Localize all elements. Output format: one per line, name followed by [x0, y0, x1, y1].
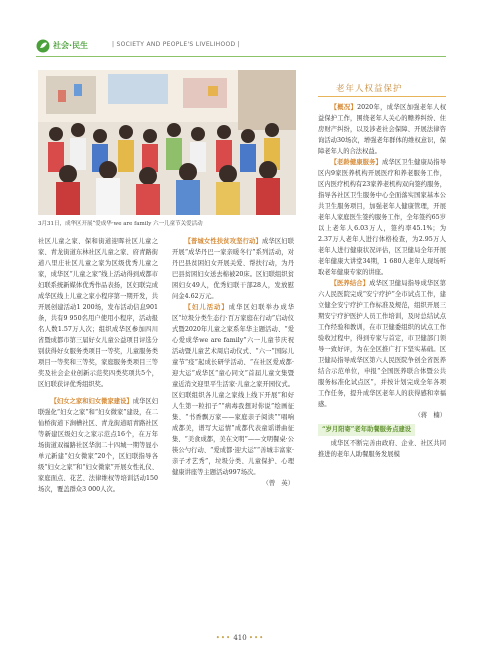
- event-photo: [38, 70, 296, 215]
- author-signature: （蒋 楠）: [414, 412, 446, 419]
- page-footer: [0, 634, 480, 642]
- heading-women-homes: 【妇女之家和妇女微家建设】: [50, 398, 133, 405]
- heading-health-service: 【老龄健康服务】: [330, 159, 382, 166]
- heading-activities: 【妇儿活动】: [184, 304, 229, 311]
- section-title: 社会·民生: [53, 41, 89, 50]
- header-rule: [36, 56, 446, 57]
- column-left: [38, 236, 158, 495]
- page-number: 410: [233, 634, 247, 642]
- paragraph-health-service: 【老龄健康服务】成华区卫生健康局指导区内9家医养机构开展医疗和养老服务工作，区内医疗机构有23家养老机构双向签约服务，指导各社区卫生服务中心全面落实国家基本公共卫生服务项目，加强老年人健康管理，开展老年人家庭医生签约服务工作，全年签约65岁以上老年人6.03万人，签约率45.1%；为2.37万人老年人进行体格检查，为2.95万人老年人进行健康状况评估，区卫健局全年开展老年健康大讲堂34期，1 680人老年人现场听取老年健康专家的讲座。: [318, 159, 447, 276]
- heading-overview: 【概况】: [330, 104, 358, 111]
- title-rule: [318, 96, 446, 97]
- footer-dots-left: •••: [215, 634, 232, 642]
- paragraph-poverty-action: 【普城女性扶贫攻坚行动】成华区妇联开展“成华丹巴一家亲暖冬行”系列活动，对丹巴县贫困妇女开展关爱、帮扶行动，为丹巴县贫困妇女送去棉被20床。区妇联组织贫困妇女49人，优秀妇联干部28人，发放慰问金4.62万元。: [172, 238, 295, 300]
- paragraph-medical-care: 【医养结合】成华区卫健局指导成华区第六人民医院完成“安宁疗护”全市试点工作，建立健全安宁疗护工作标准及规范，组织开展三期安宁疗护医护人员工作培训，及时总结试点工作经验和教训，在市卫健委组织的试点工作验收过程中，得到专家与首定，市卫健部门领导一致好评，为在全区推广打下坚实基础。区卫健局指导成华区第六人民医院争创全省医养结合示范单位，申报“全国医养联合体暨公共服务标准化试点区”，并按计划完成全年各项工作任务，提升成华区老年人的获得感和幸福感。: [318, 280, 447, 408]
- elderly-rights-title: 老年人权益保护: [336, 84, 403, 94]
- column-right: [318, 102, 446, 460]
- photo-caption: 3月31日，成华区开展“爱成华·we are family 六一儿童节关爱活动: [38, 221, 203, 227]
- column-middle: [172, 236, 294, 489]
- heading-medical-care: 【医养结合】: [330, 280, 370, 287]
- leaf-logo-icon: [36, 39, 50, 53]
- paragraph-meal-service: 成华区不断完善由政府、企业、社区共同推进的老年人助餐服务发展模: [318, 440, 446, 458]
- page-header: [36, 36, 446, 58]
- paragraph-activities: 【妇儿活动】成华区妇联举办成华区“垃圾分类生态行·百万家庭在行动”启动仪式暨2020年儿童之家系年华主题活动、“爱心爱成华we are family”六一儿童节庆祝活动暨儿童艺术周启动仪式、“六一”国际儿童节“疫”起成长研学活动、“在社区爱成都·迎大运”成华区“童心同文”首届儿童文集暨童近消文迎里平生活家·儿童之家开园仪式。区妇联组织各儿童之家线上线下开展“和好人生第一粒扣子”“病毒我想对你说”绘画征集、“书香飘万家——家庭亲子阅读”“唱响成都美，谱写大运情”成都代表童谣谱曲征集、“美食成都，美在文明”——文明餐桌·公筷公勺行动、“爱成都·迎大运”“善城丰富家·亲子才艺秀”，垃圾分类、儿童保护、心理健康讲座等主题活动997场次。: [172, 304, 295, 476]
- paragraph-children-homes: 社区儿童之家、保和街道迎晖社区儿童之家、青龙街道东林社区儿童之家、府青路街道八里庄社区儿童之家为区级优秀儿童之家，成华区“儿童之家”线上活动得到成都市妇联系统新媒体优秀作品表扬，区妇联完成成华区线上儿童之家小程序第一期开发，共开展创建活动1 200场，发布活动信息901条，共有9 950名用户使用小程序，活动报名人数1.57万人次；组织成华区参加四川省暨成都市第三届好女儿童公益项目评选分别获得好女服务类项目一等奖，儿童服务类项目一等奖和三等奖，家庭服务类项目三等奖及社会企业创新示范奖四类奖项共5个，区妇联获评优秀组织奖。: [38, 238, 158, 388]
- section-subtitle: | SOCIETY AND PEOPLE'S LIVELIHOOD |: [112, 41, 240, 48]
- heading-meal-service: “岁月阳寄”老年助餐服务点建设: [318, 424, 415, 436]
- author-signature: （曾 英）: [262, 480, 294, 487]
- paragraph-overview: 【概况】2020年，成华区加强老年人权益保护工作，围绕老年人关心的赡养纠纷、住房财产纠纷，以及涉老社会保障、开展法律咨询活动30场次，增强老年群体的维权意识，保障老年人的合法权益。: [318, 104, 446, 155]
- heading-poverty-action: 【普城女性扶贫攻坚行动】: [184, 238, 262, 245]
- paragraph-women-homes: 【妇女之家和妇女微家建设】成华区妇联强化“妇女之家”和“妇女微家”建设，在二仙桥街道下涧槽社区、青龙街道昭青路社区等新建区级妇女之家示范点16个，在万年场街道双福路社区华润二十四城一期等显小单元新建“妇女微家”20个，区妇联指导各级“妇女之家”和“妇女微家”开展女性礼仪、家庭面点、花艺、法律维权等培训活动150场次，覆盖群众3 000人次。: [38, 398, 159, 493]
- footer-dots-right: •••: [248, 634, 265, 642]
